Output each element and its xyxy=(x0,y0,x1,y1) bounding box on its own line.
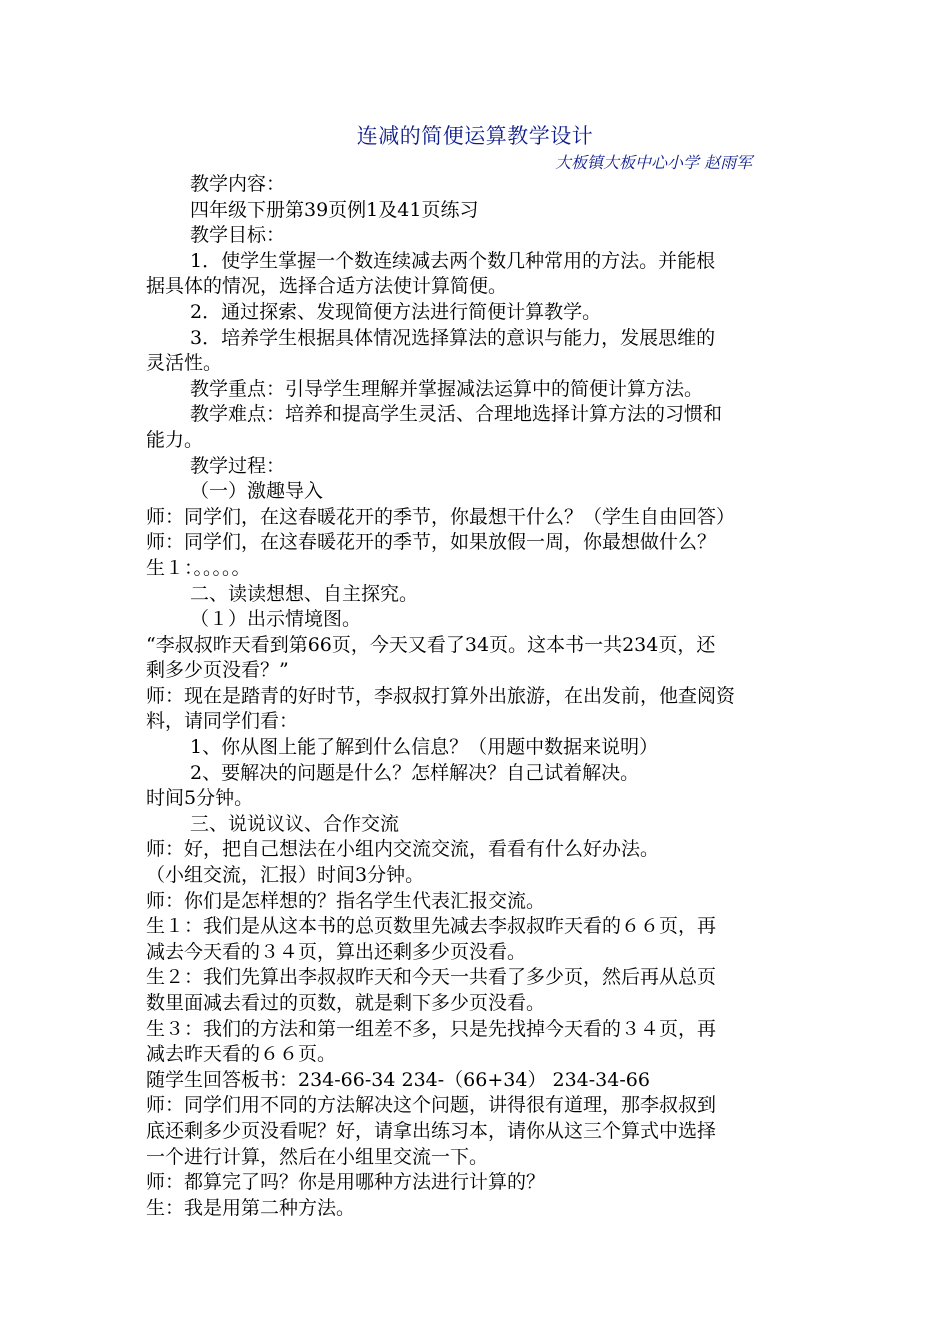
text-line: 教学重点：引导学生理解并掌握减法运算中的简便计算方法。 xyxy=(190,377,704,400)
text-line: 二、读读想想、自主探究。 xyxy=(190,582,419,605)
text-line: 师：现在是踏青的好时节，李叔叔打算外出旅游，在出发前，他查阅资 xyxy=(146,684,736,707)
text-line: 四年级下册第39页例1及41页练习 xyxy=(190,198,479,221)
text-line: 师：同学们用不同的方法解决这个问题，讲得很有道理，那李叔叔到 xyxy=(146,1094,717,1117)
text-line: 教学目标： xyxy=(190,224,286,247)
text-line: “李叔叔昨天看到第66页，今天又看了34页。这本书一共234页，还 xyxy=(146,633,716,656)
text-line: 灵活性。 xyxy=(146,352,223,375)
text-line: 2、要解决的问题是什么？怎样解决？自己试着解决。 xyxy=(190,761,640,784)
text-line: （一）激趣导入 xyxy=(190,480,324,503)
text-line: （１）出示情境图。 xyxy=(190,608,362,631)
text-line: （小组交流，汇报）时间3分钟。 xyxy=(146,864,425,887)
text-line: 据具体的情况，选择合适方法使计算简便。 xyxy=(146,275,508,298)
text-line: 剩多少页没看？” xyxy=(146,659,289,682)
text-line: 生１：。。。。。 xyxy=(146,556,251,579)
text-line: 教学内容： xyxy=(190,173,286,195)
text-line: 师：好，把自己想法在小组内交流交流，看看有什么好办法。 xyxy=(146,838,660,861)
text-line: 生３：我们的方法和第一组差不多，只是先找掉今天看的３４页，再 xyxy=(146,1017,717,1040)
text-line: 时间5分钟。 xyxy=(146,787,254,810)
text-line: 随学生回答板书：234-66-34 234-（66+34） 234-34-66 xyxy=(146,1068,650,1091)
text-line: 数里面减去看过的页数，就是剩下多少页没看。 xyxy=(146,992,546,1014)
text-line: 生１：我们是从这本书的总页数里先减去李叔叔昨天看的６６页，再 xyxy=(146,915,717,938)
document-author: 大板镇大板中心小学 赵雨军 xyxy=(555,153,753,172)
text-line: 2．通过探索、发现简便方法进行简便计算教学。 xyxy=(190,300,602,323)
text-line: 师：同学们，在这春暖花开的季节，如果放假一周，你最想做什么？ xyxy=(146,531,717,554)
text-line: 能力。 xyxy=(146,428,204,451)
document-title: 连减的简便运算教学设计 xyxy=(356,124,594,148)
text-line: 生：我是用第二种方法。 xyxy=(146,1196,356,1219)
text-line: 3．培养学生根据具体情况选择算法的意识与能力，发展思维的 xyxy=(190,326,716,349)
text-line: 三、说说议议、合作交流 xyxy=(190,812,400,835)
text-line: 1、你从图上能了解到什么信息？（用题中数据来说明） xyxy=(190,736,659,759)
text-line: 减去今天看的３４页，算出还剩多少页没看。 xyxy=(146,940,527,963)
document-body xyxy=(146,172,810,1221)
text-line: 料，请同学们看： xyxy=(146,710,299,733)
text-line: 教学难点：培养和提高学生灵活、合理地选择计算方法的习惯和 xyxy=(190,403,723,426)
text-line: 师：都算完了吗？你是用哪种方法进行计算的？ xyxy=(146,1171,546,1194)
text-line: 1．使学生掌握一个数连续减去两个数几种常用的方法。并能根 xyxy=(190,249,716,272)
text-line: 教学过程： xyxy=(190,454,286,477)
text-line: 生２：我们先算出李叔叔昨天和今天一共看了多少页，然后再从总页 xyxy=(146,966,717,989)
text-line: 底还剩多少页没看呢？好，请拿出练习本，请你从这三个算式中选择 xyxy=(146,1119,717,1142)
text-line: 师：同学们，在这春暖花开的季节，你最想干什么？（学生自由回答） xyxy=(146,505,736,528)
text-line: 减去昨天看的６６页。 xyxy=(146,1043,337,1066)
text-line: 一个进行计算，然后在小组里交流一下。 xyxy=(146,1145,489,1168)
text-line: 师：你们是怎样想的？指名学生代表汇报交流。 xyxy=(146,889,546,912)
